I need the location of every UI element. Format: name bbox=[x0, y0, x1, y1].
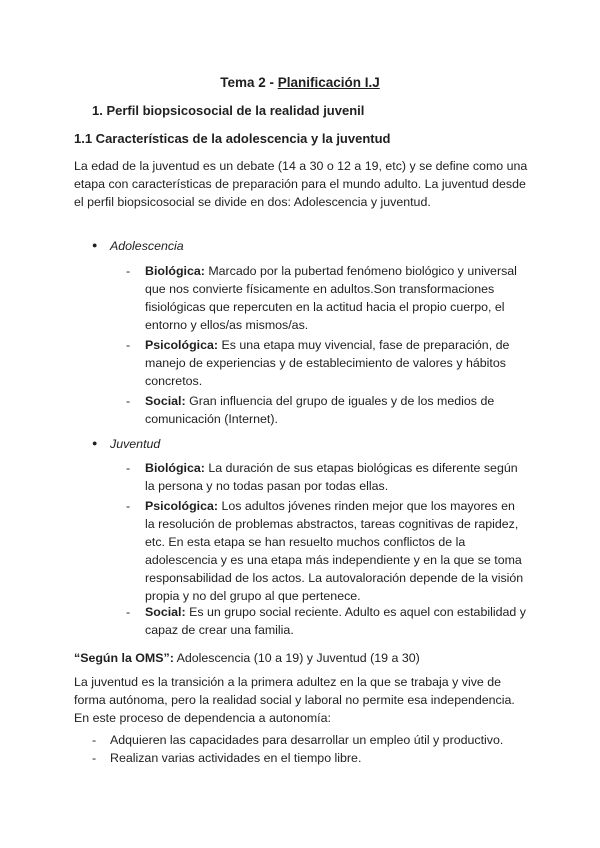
title-prefix: Tema 2 - bbox=[220, 75, 278, 90]
sub-item bbox=[126, 336, 526, 390]
sub-item bbox=[126, 603, 526, 639]
sub-item-text: Marcado por la pubertad fenómeno biológico y universal que nos convierte físicamente en adultos.Son transformaciones fisiológicas que repercuten en la actitud hacia el propio cuerpo, el entorno y ellos/as mismos/as. bbox=[145, 264, 517, 332]
sub-item-text: Es un grupo social reciente. Adulto es aquel con estabilidad y capaz de crear una familia. bbox=[145, 605, 526, 637]
page-title bbox=[0, 75, 600, 90]
sub-item-text: La duración de sus etapas biológicas es diferente según la persona y no todas pasan por todas ellas. bbox=[145, 461, 518, 493]
bullet-dot-icon: ● bbox=[92, 438, 98, 448]
sub-item-term: Psicológica: bbox=[145, 338, 218, 352]
bullet-label: Adolescencia bbox=[110, 239, 184, 253]
bullet-dot-icon: ● bbox=[92, 240, 98, 250]
sub-item-text: Gran influencia del grupo de iguales y de los medios de comunicación (Internet). bbox=[145, 394, 495, 426]
section-heading: 1. Perfil biopsicosocial de la realidad juvenil bbox=[92, 103, 365, 118]
dash-icon: - bbox=[126, 499, 131, 513]
list-item bbox=[92, 731, 532, 749]
transition-paragraph: La juventud es la transición a la primera adultez en la que se trabaja y vive de forma autónoma, pero la realidad social y laboral no permite esa independencia. En este proceso de dependencia a autonomía: bbox=[74, 675, 515, 725]
sub-item-term: Psicológica: bbox=[145, 499, 218, 513]
bullet-juventud bbox=[92, 437, 160, 451]
sub-item bbox=[126, 262, 526, 334]
sub-item bbox=[126, 392, 526, 428]
list-item bbox=[92, 749, 532, 767]
intro-paragraph: La edad de la juventud es un debate (14 a 30 o 12 a 19, etc) y se define como una etapa con características de preparación para el mundo adulto. La juventud desde el perfil biopsicosocial se divide en dos: Adolescencia y juventud. bbox=[74, 159, 528, 209]
sub-item-term: Biológica: bbox=[145, 461, 205, 475]
sub-item bbox=[126, 497, 526, 605]
bullet-adolescencia bbox=[92, 239, 184, 253]
list-item-text: Realizan varias actividades en el tiempo libre. bbox=[110, 751, 362, 765]
list-item-text: Adquieren las capacidades para desarrollar un empleo útil y productivo. bbox=[110, 733, 504, 747]
dash-icon: - bbox=[126, 461, 131, 475]
sub-item-text: Los adultos jóvenes rinden mejor que los mayores en la resolución de problemas abstractos, tareas cognitivas de rapidez, etc. En esta etapa se han resuelto muchos conflictos de la adolescencia y es una etapa más independiente y en la que se toma responsabilidad de los actos. La autovaloración depende de la visión propia y no del grupo al que pertenece. bbox=[145, 499, 524, 603]
dash-icon: - bbox=[126, 338, 131, 352]
dash-icon: - bbox=[92, 751, 97, 765]
sub-item-term: Social: bbox=[145, 394, 186, 408]
title-underlined: Planificación I.J bbox=[277, 75, 380, 90]
oms-line bbox=[74, 651, 420, 665]
subsection-heading: 1.1 Características de la adolescencia y la juventud bbox=[74, 131, 391, 146]
sub-item bbox=[126, 459, 526, 495]
dash-icon: - bbox=[126, 264, 131, 278]
sub-item-text: Es una etapa muy vivencial, fase de preparación, de manejo de experiencias y de establecimiento de valores y hábitos concretos. bbox=[145, 338, 510, 388]
bullet-label: Juventud bbox=[110, 437, 161, 451]
sub-item-term: Biológica: bbox=[145, 264, 205, 278]
dash-icon: - bbox=[126, 605, 131, 619]
dash-icon: - bbox=[92, 733, 97, 747]
dash-icon: - bbox=[126, 394, 131, 408]
sub-item-term: Social: bbox=[145, 605, 186, 619]
oms-label: “Según la OMS”: bbox=[74, 651, 174, 665]
oms-text: Adolescencia (10 a 19) y Juventud (19 a 30) bbox=[173, 651, 420, 665]
